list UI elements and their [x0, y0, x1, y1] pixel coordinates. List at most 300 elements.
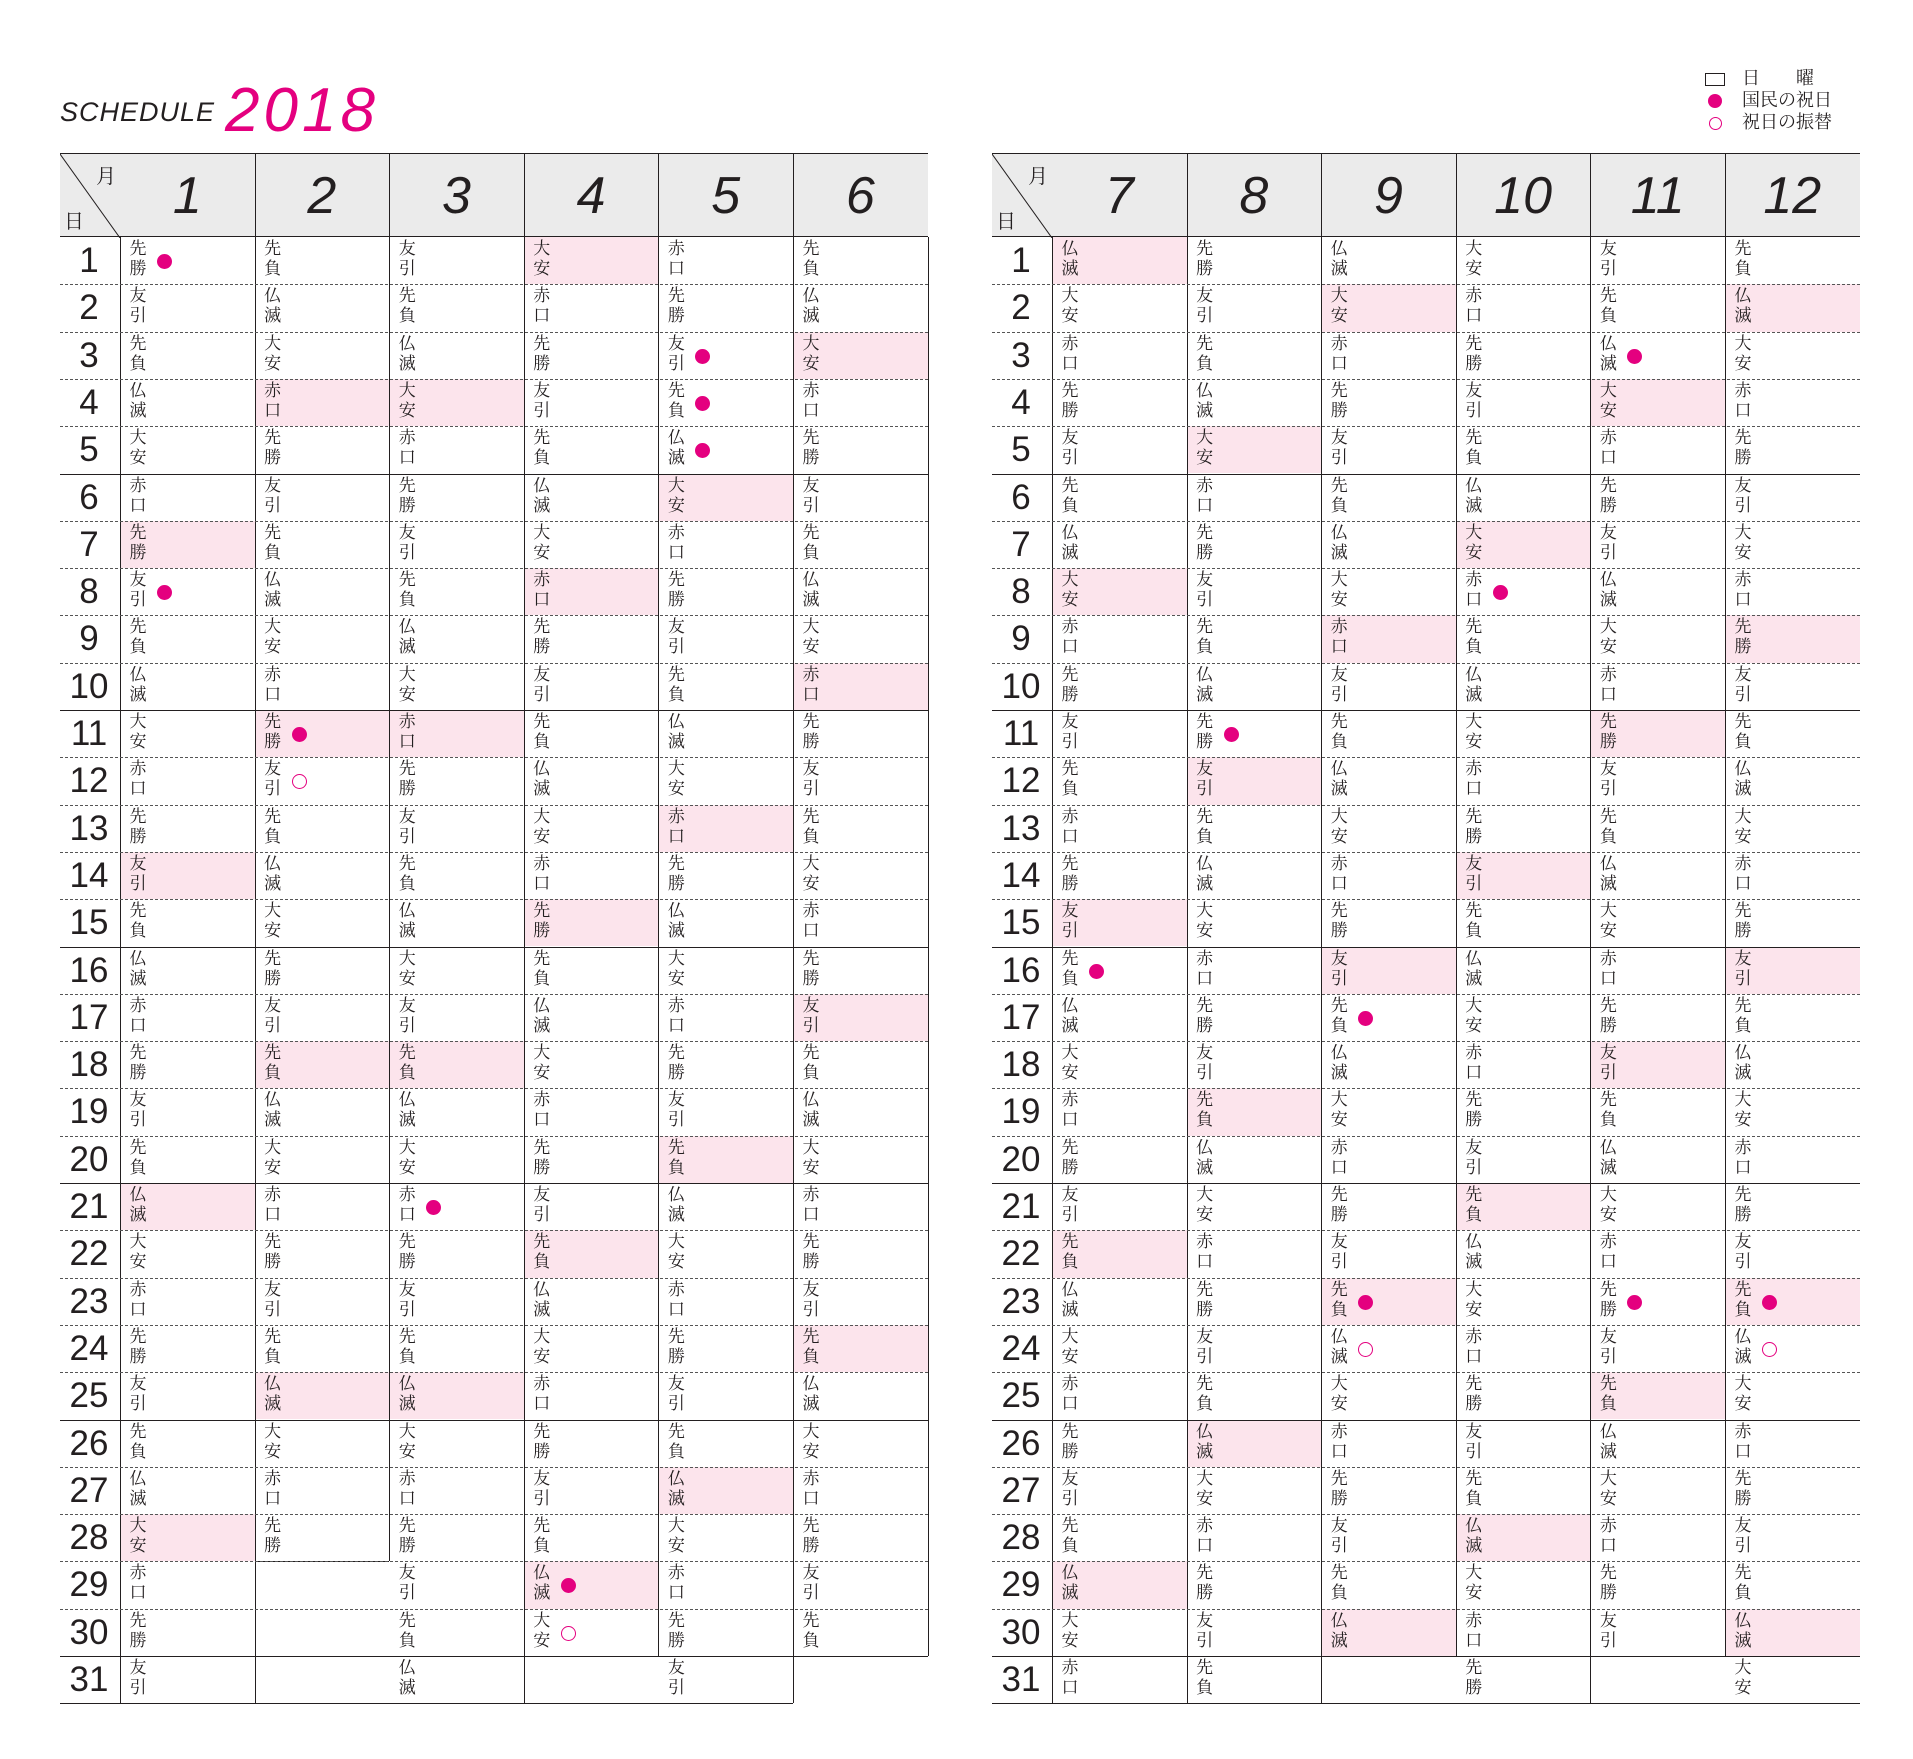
rokuyo-char: 大	[533, 1326, 551, 1347]
rokuyo-label	[397, 1516, 417, 1556]
day-cell	[794, 1230, 928, 1277]
rokuyo-label	[666, 901, 686, 941]
rokuyo-char: 先	[398, 475, 416, 496]
day-cell	[1457, 379, 1591, 426]
rokuyo-label	[1060, 1232, 1080, 1272]
rokuyo-char: 安	[1330, 1394, 1348, 1415]
rokuyo-label	[128, 996, 148, 1036]
rokuyo-char: 大	[264, 1137, 282, 1158]
rokuyo-label	[263, 1138, 283, 1178]
day-cell	[659, 1467, 793, 1514]
rokuyo-char: 負	[1196, 353, 1214, 374]
rokuyo-label	[666, 1185, 686, 1225]
day-cell	[794, 1136, 928, 1183]
rokuyo-char: 大	[129, 428, 147, 449]
rokuyo-char: 友	[1330, 948, 1348, 969]
day-number: 19	[69, 1092, 109, 1132]
rokuyo-char: 引	[533, 400, 551, 421]
holiday-dot-icon	[1493, 585, 1508, 600]
month-column-divider	[928, 237, 929, 1656]
rokuyo-char: 安	[1196, 1205, 1214, 1225]
rokuyo-label	[1060, 1563, 1080, 1603]
rokuyo-label	[666, 617, 686, 657]
rokuyo-label	[801, 617, 821, 657]
rokuyo-char: 先	[1599, 1279, 1617, 1300]
day-cell	[121, 899, 255, 946]
rokuyo-char: 安	[1465, 1015, 1483, 1036]
rokuyo-char: 負	[398, 590, 416, 611]
rokuyo-label	[128, 1232, 148, 1272]
rokuyo-char: 勝	[398, 1252, 416, 1273]
rokuyo-label	[1733, 1090, 1753, 1130]
row-divider-solid	[992, 947, 1860, 948]
rokuyo-char: 引	[1599, 1346, 1617, 1367]
rokuyo-char: 引	[1330, 1252, 1348, 1273]
row-divider	[992, 1136, 1860, 1137]
header-divider	[658, 154, 659, 238]
rokuyo-char: 赤	[129, 1279, 147, 1300]
day-cell	[1726, 426, 1860, 473]
rokuyo-char: 勝	[1330, 921, 1348, 942]
substitute-holiday-circle-icon	[1358, 1342, 1373, 1357]
day-cell	[1726, 521, 1860, 568]
row-divider	[60, 757, 928, 758]
rokuyo-label	[397, 1658, 417, 1698]
rokuyo-char: 口	[533, 873, 551, 894]
day-cell	[1053, 947, 1187, 994]
day-cell	[1726, 332, 1860, 379]
holiday-dot-icon	[695, 349, 710, 364]
rokuyo-label	[1598, 1327, 1618, 1367]
day-cell	[1322, 1136, 1456, 1183]
rokuyo-char: 引	[264, 779, 282, 800]
rokuyo-char: 安	[264, 1441, 282, 1462]
day-cell	[256, 1278, 390, 1325]
rokuyo-char: 大	[1196, 901, 1214, 922]
rokuyo-label	[397, 1374, 417, 1414]
day-cell	[525, 994, 659, 1041]
rokuyo-label	[532, 759, 552, 799]
rokuyo-char: 負	[398, 1630, 416, 1651]
rokuyo-char: 引	[398, 542, 416, 563]
rokuyo-label	[397, 665, 417, 705]
rokuyo-char: 大	[1599, 901, 1617, 922]
day-cell	[256, 237, 390, 284]
rokuyo-char: 赤	[667, 1563, 685, 1584]
rokuyo-char: 引	[802, 1583, 820, 1604]
rokuyo-char: 友	[1330, 664, 1348, 685]
rokuyo-char: 滅	[1599, 353, 1617, 374]
rokuyo-char: 滅	[802, 1394, 820, 1415]
rokuyo-label	[1598, 712, 1618, 752]
day-cell	[525, 710, 659, 757]
rokuyo-char: 引	[667, 1394, 685, 1415]
rokuyo-label	[128, 1185, 148, 1225]
rokuyo-char: 滅	[264, 306, 282, 327]
rokuyo-char: 赤	[398, 428, 416, 449]
day-cell	[1188, 1183, 1322, 1230]
day-cell	[256, 1325, 390, 1372]
rokuyo-char: 先	[129, 522, 147, 543]
day-number: 7	[79, 524, 99, 564]
day-number: 12	[1001, 761, 1041, 801]
rokuyo-char: 仏	[398, 333, 416, 354]
rokuyo-label	[666, 854, 686, 894]
rokuyo-char: 滅	[1734, 1346, 1752, 1367]
day-cell	[1322, 947, 1456, 994]
rokuyo-char: 負	[1465, 921, 1483, 942]
rokuyo-label	[666, 807, 686, 847]
rokuyo-char: 大	[1330, 570, 1348, 591]
rokuyo-char: 引	[1734, 1252, 1752, 1273]
rokuyo-label	[128, 239, 148, 279]
rokuyo-label	[1733, 996, 1753, 1036]
rokuyo-char: 滅	[1196, 1157, 1214, 1178]
day-cell	[525, 1372, 659, 1419]
rokuyo-label	[397, 996, 417, 1036]
rokuyo-char: 滅	[802, 306, 820, 327]
rokuyo-char: 口	[264, 1488, 282, 1509]
day-cell	[1726, 710, 1860, 757]
rokuyo-char: 友	[1196, 1610, 1214, 1631]
rokuyo-label	[263, 1374, 283, 1414]
rokuyo-char: 友	[264, 475, 282, 496]
day-number: 16	[69, 950, 109, 990]
rokuyo-char: 口	[1734, 873, 1752, 894]
row-divider	[60, 1561, 928, 1562]
day-cell	[1591, 710, 1725, 757]
rokuyo-char: 勝	[1465, 1678, 1483, 1698]
day-cell	[1053, 379, 1187, 426]
rokuyo-char: 先	[129, 333, 147, 354]
rokuyo-char: 引	[264, 1299, 282, 1320]
rokuyo-char: 安	[802, 1441, 820, 1462]
rokuyo-char: 口	[1599, 1536, 1617, 1557]
day-cell	[1457, 1325, 1591, 1372]
rokuyo-label	[1060, 712, 1080, 752]
rokuyo-label	[666, 1090, 686, 1130]
day-cell	[1726, 899, 1860, 946]
rokuyo-char: 大	[1061, 570, 1079, 591]
day-cell	[390, 1325, 524, 1372]
day-cell	[1457, 1088, 1591, 1135]
rokuyo-label	[1329, 1232, 1349, 1272]
day-cell	[1726, 1514, 1860, 1561]
rokuyo-char: 先	[1599, 1090, 1617, 1111]
rokuyo-char: 友	[129, 570, 147, 591]
day-cell	[390, 947, 524, 994]
rokuyo-char: 先	[1465, 333, 1483, 354]
rokuyo-char: 先	[398, 759, 416, 780]
rokuyo-char: 赤	[1465, 1610, 1483, 1631]
day-cell	[1591, 663, 1725, 710]
day-cell	[794, 474, 928, 521]
rokuyo-char: 大	[129, 712, 147, 732]
rokuyo-char: 勝	[1196, 732, 1214, 752]
substitute-holiday-circle-icon	[292, 774, 307, 789]
rokuyo-char: 安	[1599, 921, 1617, 942]
rokuyo-label	[263, 712, 283, 752]
rokuyo-label	[801, 523, 821, 563]
rokuyo-label	[666, 1280, 686, 1320]
rokuyo-char: 先	[1330, 1468, 1348, 1489]
day-cell	[1053, 1041, 1187, 1088]
rokuyo-label	[1733, 759, 1753, 799]
rokuyo-char: 負	[398, 1346, 416, 1367]
rokuyo-char: 先	[1061, 475, 1079, 496]
rokuyo-char: 勝	[1196, 542, 1214, 563]
rokuyo-char: 先	[802, 1610, 820, 1631]
rokuyo-label	[532, 1611, 552, 1651]
rokuyo-label	[1060, 286, 1080, 326]
day-number: 2	[79, 288, 99, 328]
rokuyo-char: 先	[264, 948, 282, 969]
day-cell	[1322, 1230, 1456, 1277]
rokuyo-char: 勝	[667, 590, 685, 611]
rokuyo-char: 仏	[1465, 948, 1483, 969]
rokuyo-label	[128, 901, 148, 941]
rokuyo-label	[532, 1232, 552, 1272]
rokuyo-char: 口	[1196, 495, 1214, 516]
rokuyo-char: 安	[1734, 826, 1752, 847]
rokuyo-char: 仏	[802, 570, 820, 591]
rokuyo-char: 先	[533, 948, 551, 969]
rokuyo-char: 引	[1196, 306, 1214, 327]
rokuyo-label	[1329, 854, 1349, 894]
day-number: 5	[79, 430, 99, 470]
rokuyo-char: 友	[667, 1658, 685, 1678]
row-divider-solid	[992, 1656, 1860, 1657]
rokuyo-char: 安	[533, 1346, 551, 1367]
row-divider	[992, 284, 1860, 285]
rokuyo-char: 仏	[533, 1279, 551, 1300]
rokuyo-label	[128, 286, 148, 326]
day-cell	[256, 805, 390, 852]
rokuyo-label	[1598, 523, 1618, 563]
day-cell	[794, 1514, 928, 1561]
rokuyo-char: 安	[1734, 1394, 1752, 1415]
rokuyo-label	[1060, 996, 1080, 1036]
rokuyo-label	[1598, 1138, 1618, 1178]
day-cell	[794, 663, 928, 710]
rokuyo-char: 負	[1465, 1488, 1483, 1509]
day-cell	[659, 1088, 793, 1135]
rokuyo-label	[1598, 1232, 1618, 1272]
rokuyo-char: 滅	[802, 1110, 820, 1131]
rokuyo-label	[128, 712, 148, 752]
row-divider	[992, 1041, 1860, 1042]
rokuyo-char: 友	[1330, 428, 1348, 449]
rokuyo-char: 引	[129, 1678, 147, 1698]
rokuyo-char: 大	[667, 1516, 685, 1537]
rokuyo-label	[1329, 1469, 1349, 1509]
rokuyo-char: 大	[129, 1516, 147, 1537]
rokuyo-char: 負	[802, 542, 820, 563]
day-cell	[525, 1136, 659, 1183]
rokuyo-char: 口	[667, 1583, 685, 1604]
rokuyo-char: 勝	[1599, 732, 1617, 752]
day-cell	[659, 1372, 793, 1419]
day-cell	[1457, 1372, 1591, 1419]
rokuyo-char: 大	[264, 901, 282, 922]
rokuyo-char: 赤	[1465, 759, 1483, 780]
rokuyo-char: 負	[1330, 1583, 1348, 1604]
header-divider	[793, 154, 794, 238]
title-year: 2018	[225, 76, 379, 145]
rokuyo-char: 負	[398, 1063, 416, 1084]
day-number: 9	[1011, 619, 1031, 659]
rokuyo-char: 大	[802, 617, 820, 638]
rokuyo-label	[1598, 428, 1618, 468]
rokuyo-char: 口	[1734, 1157, 1752, 1178]
rokuyo-label	[263, 1043, 283, 1083]
day-cell	[1591, 1041, 1725, 1088]
rokuyo-char: 滅	[1734, 779, 1752, 800]
rokuyo-label	[1195, 901, 1215, 941]
month-header-row	[60, 153, 928, 237]
day-cell	[525, 852, 659, 899]
rokuyo-label	[1733, 334, 1753, 374]
rokuyo-char: 勝	[533, 1441, 551, 1462]
rokuyo-char: 大	[802, 1421, 820, 1442]
rokuyo-char: 負	[129, 921, 147, 942]
rokuyo-char: 友	[1734, 1516, 1752, 1537]
rokuyo-char: 先	[264, 1232, 282, 1253]
row-divider	[992, 1278, 1860, 1279]
rokuyo-label	[397, 1563, 417, 1603]
rokuyo-char: 滅	[533, 779, 551, 800]
rokuyo-char: 赤	[1061, 1374, 1079, 1395]
day-cell	[1591, 332, 1725, 379]
rokuyo-char: 引	[802, 1015, 820, 1036]
rokuyo-char: 引	[398, 1299, 416, 1320]
rokuyo-char: 大	[398, 1421, 416, 1442]
rokuyo-label	[1060, 1611, 1080, 1651]
rokuyo-char: 赤	[1196, 948, 1214, 969]
day-cell	[525, 1514, 659, 1561]
rokuyo-char: 滅	[1196, 400, 1214, 421]
rokuyo-char: 安	[1061, 1630, 1079, 1651]
rokuyo-char: 大	[1061, 1610, 1079, 1631]
day-cell	[794, 1278, 928, 1325]
rokuyo-char: 友	[802, 995, 820, 1016]
day-cell	[1591, 521, 1725, 568]
rokuyo-char: 引	[129, 1110, 147, 1131]
day-cell	[525, 1325, 659, 1372]
rokuyo-char: 引	[1061, 448, 1079, 469]
rokuyo-char: 負	[129, 637, 147, 658]
day-cell	[121, 852, 255, 899]
row-divider	[992, 1325, 1860, 1326]
rokuyo-label	[263, 665, 283, 705]
rokuyo-char: 負	[1465, 448, 1483, 469]
rokuyo-label	[1733, 807, 1753, 847]
day-cell	[659, 710, 793, 757]
rokuyo-label	[263, 1232, 283, 1272]
rokuyo-char: 安	[398, 684, 416, 705]
rokuyo-char: 友	[802, 475, 820, 496]
rokuyo-label	[1195, 949, 1215, 989]
day-cell	[1726, 1041, 1860, 1088]
day-cell	[1188, 615, 1322, 662]
day-cell	[1726, 1230, 1860, 1277]
rokuyo-char: 赤	[1465, 1326, 1483, 1347]
rokuyo-label	[666, 1469, 686, 1509]
rokuyo-label	[1598, 476, 1618, 516]
day-cell	[525, 947, 659, 994]
rokuyo-char: 仏	[667, 1468, 685, 1489]
rokuyo-char: 大	[1734, 806, 1752, 827]
rokuyo-label	[128, 381, 148, 421]
day-cell	[1188, 332, 1322, 379]
rokuyo-char: 口	[1061, 826, 1079, 847]
row-divider-solid	[992, 1420, 1860, 1421]
rokuyo-label	[1195, 381, 1215, 421]
rokuyo-label	[263, 617, 283, 657]
day-cell	[1726, 1088, 1860, 1135]
rokuyo-char: 負	[802, 259, 820, 279]
rokuyo-char: 先	[1599, 712, 1617, 732]
rokuyo-char: 負	[129, 1157, 147, 1178]
rokuyo-char: 口	[129, 1583, 147, 1604]
day-cell	[1322, 1609, 1456, 1656]
rokuyo-char: 口	[802, 1488, 820, 1509]
rokuyo-label	[1598, 1280, 1618, 1320]
day-cell	[794, 757, 928, 804]
rokuyo-label	[1329, 949, 1349, 989]
rokuyo-label	[801, 286, 821, 326]
rokuyo-char: 滅	[1330, 259, 1348, 279]
rokuyo-char: 口	[1465, 1346, 1483, 1367]
day-cell	[659, 994, 793, 1041]
rokuyo-label	[1733, 1374, 1753, 1414]
rokuyo-label	[1598, 1374, 1618, 1414]
row-divider	[60, 1325, 928, 1326]
header-corner	[60, 154, 120, 238]
row-divider	[60, 899, 928, 900]
rokuyo-char: 安	[1465, 542, 1483, 563]
rokuyo-char: 赤	[1330, 1137, 1348, 1158]
rokuyo-label	[1464, 1563, 1484, 1603]
rokuyo-char: 負	[1734, 732, 1752, 752]
rokuyo-char: 負	[1061, 495, 1079, 516]
rokuyo-label	[1060, 807, 1080, 847]
rokuyo-char: 先	[1465, 1185, 1483, 1205]
rokuyo-char: 口	[1599, 1252, 1617, 1273]
rokuyo-char: 仏	[264, 1374, 282, 1395]
rokuyo-label	[1464, 759, 1484, 799]
rokuyo-label	[1598, 759, 1618, 799]
rokuyo-label	[1195, 1611, 1215, 1651]
day-number: 10	[69, 666, 109, 706]
rokuyo-label	[1598, 854, 1618, 894]
rokuyo-label	[1464, 1185, 1484, 1225]
day-number: 24	[69, 1328, 109, 1368]
rokuyo-label	[1060, 1185, 1080, 1225]
rokuyo-label	[397, 759, 417, 799]
day-cell	[1188, 994, 1322, 1041]
rokuyo-label	[1060, 1658, 1080, 1698]
day-cell	[1726, 757, 1860, 804]
rokuyo-label	[666, 476, 686, 516]
rokuyo-char: 大	[802, 333, 820, 354]
row-divider	[60, 568, 928, 569]
rokuyo-char: 勝	[1599, 1015, 1617, 1036]
rokuyo-char: 勝	[1330, 1205, 1348, 1225]
rokuyo-char: 勝	[1196, 1015, 1214, 1036]
rokuyo-label	[1733, 1138, 1753, 1178]
rokuyo-label	[666, 570, 686, 610]
